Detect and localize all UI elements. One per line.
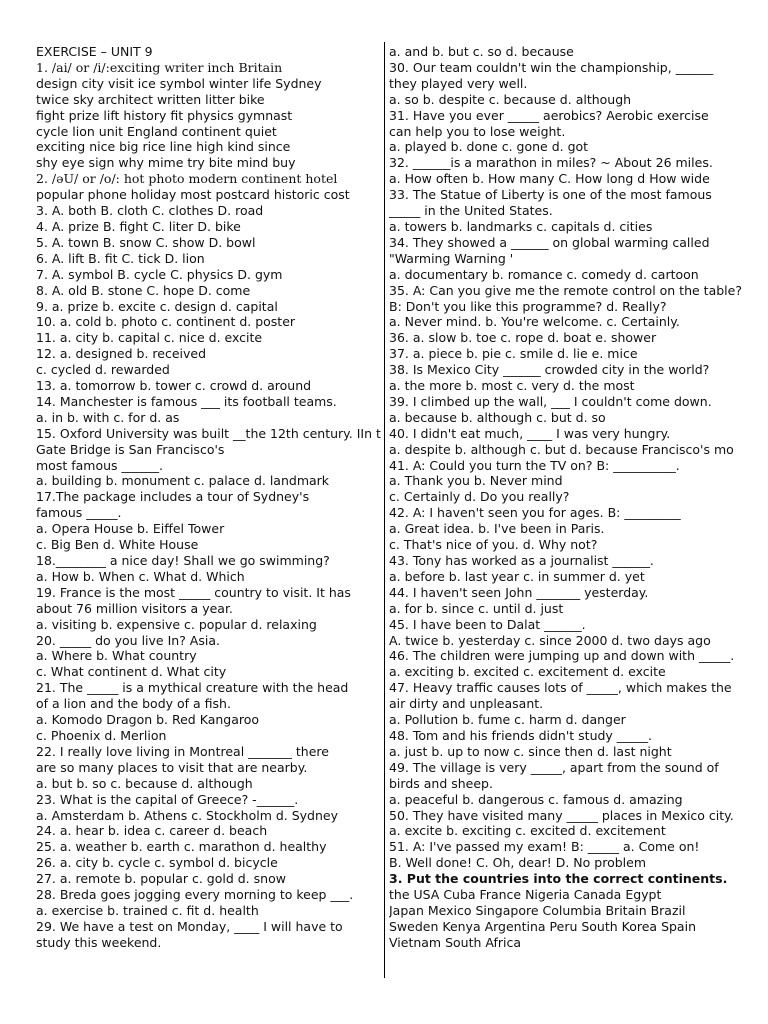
exercise-line: 47. Heavy traffic causes lots of _____, which makes the bbox=[389, 680, 732, 696]
exercise-line: 17.The package includes a tour of Sydney's bbox=[36, 489, 310, 505]
exercise-line: 32. ______is a marathon in miles? ~ About 26 miles. bbox=[389, 155, 713, 171]
exercise-line: of a lion and the body of a fish. bbox=[36, 696, 231, 712]
country-list-line: the USA Cuba France Nigeria Canada Egypt bbox=[389, 887, 662, 903]
exercise-line: 14. Manchester is famous ___ its football teams. bbox=[36, 393, 337, 409]
exercise-line: 12. a. designed b. received bbox=[36, 346, 207, 362]
exercise-line: a. before b. last year c. in summer d. yet bbox=[389, 568, 645, 584]
exercise-line: 41. A: Could you turn the TV on? B: __________. bbox=[389, 457, 680, 473]
exercise-line: 37. a. piece b. pie c. smile d. lie e. mice bbox=[389, 346, 638, 362]
exercise-line: are so many places to visit that are nearby. bbox=[36, 759, 308, 775]
exercise-line: 7. A. symbol B. cycle C. physics D. gym bbox=[36, 266, 283, 282]
exercise-line: shy eye sign why mime try bite mind buy bbox=[36, 155, 296, 171]
exercise-line: 24. a. hear b. idea c. career d. beach bbox=[36, 823, 268, 839]
exercise-line: a. Never mind. b. You're welcome. c. Certainly. bbox=[389, 314, 680, 330]
exercise-line: B. Well done! C. Oh, dear! D. No problem bbox=[389, 855, 646, 871]
exercise-line: 45. I have been to Dalat ______. bbox=[389, 616, 586, 632]
exercise-line: a. because b. although c. but d. so bbox=[389, 409, 606, 425]
exercise-line: a. How often b. How many C. How long d How wide bbox=[389, 171, 710, 187]
right-column bbox=[389, 44, 761, 951]
section-heading: 3. Put the countries into the correct continents. bbox=[389, 871, 728, 887]
exercise-line: they played very well. bbox=[389, 75, 528, 91]
exercise-line: 30. Our team couldn't win the championship, ______ bbox=[389, 59, 714, 75]
exercise-line: 4. A. prize B. fight C. liter D. bike bbox=[36, 218, 241, 234]
exercise-line: 35. A: Can you give me the remote control on the table? bbox=[389, 282, 742, 298]
country-list-line: Vietnam South Africa bbox=[389, 934, 522, 950]
exercise-line: most famous ______. bbox=[36, 457, 163, 473]
exercise-line: 5. A. town B. snow C. show D. bowl bbox=[36, 234, 256, 250]
exercise-line: c. What continent d. What city bbox=[36, 664, 227, 680]
exercise-line: 19. France is the most _____ country to visit. It has bbox=[36, 584, 351, 600]
exercise-line: "Warming Warning ' bbox=[389, 250, 514, 266]
exercise-line: 27. a. remote b. popular c. gold d. snow bbox=[36, 871, 286, 887]
exercise-line: a. excite b. exciting c. excited d. excitement bbox=[389, 823, 666, 839]
exercise-line: can help you to lose weight. bbox=[389, 123, 566, 139]
exercise-line: a. just b. up to now c. since then d. last night bbox=[389, 743, 672, 759]
exercise-line: 11. a. city b. capital c. nice d. excite bbox=[36, 330, 263, 346]
exercise-line: study this weekend. bbox=[36, 934, 162, 950]
exercise-line: 51. A: I've passed my exam! B: _____ a. Come on! bbox=[389, 839, 700, 855]
exercise-line: a. Pollution b. fume c. harm d. danger bbox=[389, 712, 626, 728]
exercise-line: fight prize lift history fit physics gymnast bbox=[36, 107, 293, 123]
exercise-line: a. building b. monument c. palace d. landmark bbox=[36, 473, 330, 489]
exercise-line: 39. I climbed up the wall, ___ I couldn't come down. bbox=[389, 393, 712, 409]
exercise-line: a. visiting b. expensive c. popular d. relaxing bbox=[36, 616, 317, 632]
exercise-line: 25. a. weather b. earth c. marathon d. healthy bbox=[36, 839, 327, 855]
exercise-line: 22. I really love living in Montreal _______ there bbox=[36, 743, 329, 759]
exercise-line: 33. The Statue of Liberty is one of the most famous bbox=[389, 187, 712, 203]
exercise-line: a. How b. When c. What d. Which bbox=[36, 568, 245, 584]
exercise-line: 8. A. old B. stone C. hope D. come bbox=[36, 282, 251, 298]
exercise-line: a. despite b. although c. but d. because Francisco's mo bbox=[389, 441, 734, 457]
exercise-line: 48. Tom and his friends didn't study _____. bbox=[389, 727, 653, 743]
country-list-line: Japan Mexico Singapore Columbia Britain Brazil bbox=[389, 902, 686, 918]
exercise-line: 50. They have visited many _____ places in Mexico city. bbox=[389, 807, 734, 823]
exercise-line: 46. The children were jumping up and down with _____. bbox=[389, 648, 735, 664]
worksheet-title: EXERCISE – UNIT 9 bbox=[36, 44, 153, 59]
exercise-line: about 76 million visitors a year. bbox=[36, 600, 233, 616]
exercise-line: 15. Oxford University was built __the 12th century. IIn t bbox=[36, 425, 381, 441]
exercise-line: 34. They showed a ______ on global warming called bbox=[389, 234, 710, 250]
exercise-line: _____ in the United States. bbox=[389, 203, 553, 219]
exercise-line: cycle lion unit England continent quiet bbox=[36, 123, 277, 139]
exercise-line: a. in b. with c. for d. as bbox=[36, 409, 180, 425]
country-list-line: Sweden Kenya Argentina Peru South Korea Spain bbox=[389, 918, 696, 934]
exercise-line: 44. I haven't seen John _______ yesterday. bbox=[389, 584, 649, 600]
exercise-line: 13. a. tomorrow b. tower c. crowd d. around bbox=[36, 378, 312, 394]
exercise-line: a. Komodo Dragon b. Red Kangaroo bbox=[36, 712, 260, 728]
exercise-line: c. That's nice of you. d. Why not? bbox=[389, 537, 598, 553]
exercise-line: birds and sheep. bbox=[389, 775, 493, 791]
exercise-line: 49. The village is very _____, apart from the sound of bbox=[389, 759, 719, 775]
exercise-line: c. cycled d. rewarded bbox=[36, 362, 170, 378]
exercise-line: a. Opera House b. Eiffel Tower bbox=[36, 521, 225, 537]
exercise-line: 36. a. slow b. toe c. rope d. boat e. shower bbox=[389, 330, 657, 346]
exercise-line: 20. _____ do you live In? Asia. bbox=[36, 632, 220, 648]
exercise-line: exciting nice big rice line high kind since bbox=[36, 139, 291, 155]
exercise-line: a. for b. since c. until d. just bbox=[389, 600, 564, 616]
exercise-line: 23. What is the capital of Greece? -______. bbox=[36, 791, 299, 807]
exercise-line: famous _____. bbox=[36, 505, 122, 521]
exercise-line: a. and b. but c. so d. because bbox=[389, 44, 574, 59]
exercise-line: a. exercise b. trained c. fit d. health bbox=[36, 902, 259, 918]
exercise-line: c. Certainly d. Do you really? bbox=[389, 489, 570, 505]
exercise-line: 42. A: I haven't seen you for ages. B: _________ bbox=[389, 505, 681, 521]
exercise-line: a. so b. despite c. because d. although bbox=[389, 91, 632, 107]
exercise-line: design city visit ice symbol winter life Sydney bbox=[36, 75, 322, 91]
exercise-line: a. Amsterdam b. Athens c. Stockholm d. Sydney bbox=[36, 807, 339, 823]
exercise-line: 28. Breda goes jogging every morning to keep ___. bbox=[36, 887, 354, 903]
exercise-line: a. towers b. landmarks c. capitals d. cities bbox=[389, 218, 653, 234]
exercise-line: air dirty and unpleasant. bbox=[389, 696, 544, 712]
exercise-line: 43. Tony has worked as a journalist ______. bbox=[389, 553, 654, 568]
exercise-line: a. Great idea. b. I've been in Paris. bbox=[389, 521, 605, 537]
exercise-line: a. Where b. What country bbox=[36, 648, 197, 664]
left-column bbox=[36, 44, 384, 951]
exercise-line: 2. /əU/ or /o/: hot photo modern continent hotel bbox=[36, 171, 338, 187]
column-divider bbox=[384, 42, 385, 978]
exercise-line: twice sky architect written litter bike bbox=[36, 91, 265, 107]
exercise-line: c. Phoenix d. Merlion bbox=[36, 727, 167, 743]
exercise-line: 3. A. both B. cloth C. clothes D. road bbox=[36, 203, 264, 219]
exercise-line: a. but b. so c. because d. although bbox=[36, 775, 253, 791]
exercise-line: A. twice b. yesterday c. since 2000 d. two days ago bbox=[389, 632, 711, 648]
exercise-line: a. exciting b. excited c. excitement d. excite bbox=[389, 664, 666, 680]
exercise-line: 18.________ a nice day! Shall we go swimming? bbox=[36, 553, 330, 568]
exercise-line: 40. I didn't eat much, ____ I was very hungry. bbox=[389, 425, 671, 441]
exercise-line: popular phone holiday most postcard historic cost bbox=[36, 187, 350, 203]
exercise-line: 38. Is Mexico City ______ crowded city in the world? bbox=[389, 362, 710, 378]
exercise-line: c. Big Ben d. White House bbox=[36, 537, 199, 553]
exercise-line: 31. Have you ever _____ aerobics? Aerobic exercise bbox=[389, 107, 709, 123]
exercise-line: 1. /ai/ or /i/:exciting writer inch Britain bbox=[36, 59, 283, 75]
exercise-line: 6. A. lift B. fit C. tick D. lion bbox=[36, 250, 205, 266]
exercise-line: B: Don't you like this programme? d. Really? bbox=[389, 298, 667, 314]
exercise-line: 21. The _____ is a mythical creature with the head bbox=[36, 680, 349, 696]
exercise-line: Gate Bridge is San Francisco's bbox=[36, 441, 225, 457]
exercise-line: 29. We have a test on Monday, ____ I will have to bbox=[36, 918, 343, 934]
exercise-line: 26. a. city b. cycle c. symbol d. bicycle bbox=[36, 855, 278, 871]
exercise-line: a. peaceful b. dangerous c. famous d. amazing bbox=[389, 791, 683, 807]
exercise-line: a. documentary b. romance c. comedy d. cartoon bbox=[389, 266, 699, 282]
exercise-line: a. Thank you b. Never mind bbox=[389, 473, 563, 489]
exercise-line: a. played b. done c. gone d. got bbox=[389, 139, 589, 155]
exercise-line: 10. a. cold b. photo c. continent d. poster bbox=[36, 314, 296, 330]
exercise-line: 9. a. prize b. excite c. design d. capital bbox=[36, 298, 278, 314]
exercise-line: a. the more b. most c. very d. the most bbox=[389, 378, 635, 394]
